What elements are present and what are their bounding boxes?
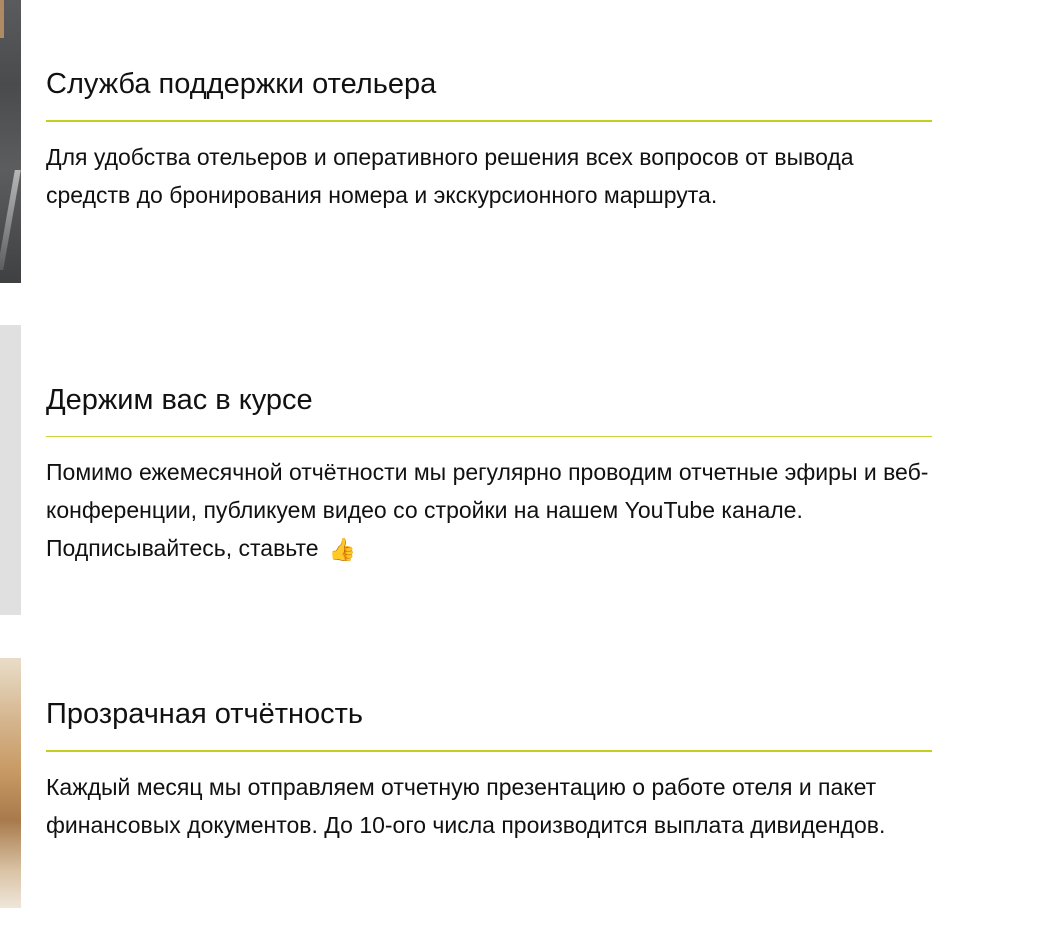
- accent-divider: [46, 750, 932, 752]
- section-image-transparent-reporting: [0, 658, 21, 908]
- section-title: Держим вас в курсе: [46, 384, 313, 416]
- thumbs-up-icon: 👍: [328, 537, 356, 562]
- section-hotelier-support: [46, 66, 932, 214]
- section-description: Каждый месяц мы отправляем отчетную презентацию о работе отеля и пакет финансовых документов. До 10-ого числа производится выплата дивидендов.: [46, 774, 886, 838]
- section-stay-informed: [46, 382, 932, 569]
- accent-divider: [46, 120, 932, 122]
- section-title: Прозрачная отчётность: [46, 698, 364, 730]
- section-description: Для удобства отельеров и оперативного решения всех вопросов от вывода средств до бронирования номера и экскурсионного маршрута.: [46, 144, 854, 208]
- section-image-hotelier-support: [0, 0, 21, 283]
- section-description-text: Помимо ежемесячной отчётности мы регулярно проводим отчетные эфиры и веб-конференции, публикуем видео со стройки на нашем YouTube канале. Подписывайтесь, ставьте: [46, 459, 929, 561]
- section-image-stay-informed: [0, 325, 21, 615]
- section-title: Служба поддержки отельера: [46, 68, 437, 100]
- accent-divider: [46, 436, 932, 437]
- section-description: [46, 453, 932, 569]
- section-transparent-reporting: [46, 696, 932, 844]
